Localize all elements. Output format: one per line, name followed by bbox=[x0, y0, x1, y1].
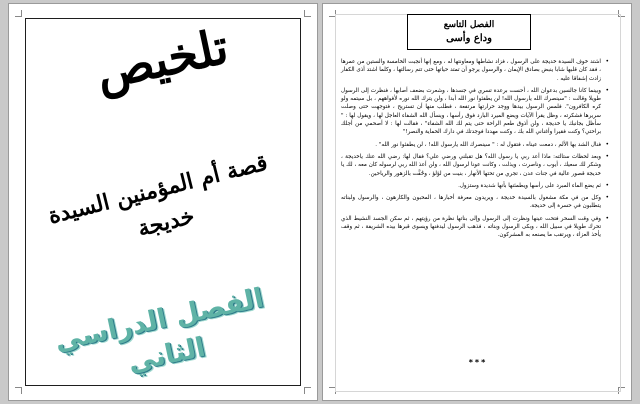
bullet-icon: • bbox=[605, 140, 609, 148]
corner-mark bbox=[304, 387, 311, 394]
paragraph: • وفي وقت السحر فتحت عينها ونظرت إلى الرسول وإلى بناتها نظرة من رؤيتهم ، ثم سكن الجسد النشيط الذي تحرك طويلا في سبيل الله ، وبكى الرسول وبناته ، فذهب الرسول ليدفنها ويسوى قبرها بيده الشريفة ، ثم وقف يأخذ العزاء ، ويرتقب ما يصنعه به المشركون. bbox=[341, 214, 609, 239]
cover-semester: الفصل الدراسي الثاني bbox=[51, 282, 267, 379]
end-marker: *** bbox=[468, 358, 488, 367]
chapter-title: وداع وأسى bbox=[446, 33, 492, 44]
paragraph: • وكل من في مكة مشغول بالسيدة خديجة ، ويريدون معرفة أخبارها ، المحبون والكارهون ، والرسول ولبناته يتطلبون في حسرة إلى خديجة. bbox=[341, 194, 609, 210]
paragraph: • فنال الشد بها الألم ، دمعت عيناه ، فتقول له : " سينصرك الله يارسول الله! ، لن يطفئوا نور الله" . bbox=[375, 140, 609, 148]
bullet-icon: • bbox=[605, 58, 609, 65]
paragraph: • وبعد لحظات ستالته: ماذا أعد ربي يا رسول الله؟ هل تقبلني ورضي علي؟ فقال لها: رضي الله عنك ياخديجة ، وشكر لك سعيك ، أيوب ، وناصرت ، ويذلت ، وكانت عونا لرسول الله ، ولن أعذ الله ربي لرسوله كان معه ، لك يا خديجة قصور عالية في جنات عدن ، تجري من تحتها الأنهار ، بنيت من لؤلؤ ، وحُفَّت بالزهور والرياحين. bbox=[341, 152, 609, 177]
paragraph: • ثم يضع الماء المبرد على رأسها ويطمئنها بأنها شديدة وستزول. bbox=[458, 181, 609, 189]
cover-page bbox=[8, 3, 318, 401]
bullet-icon: • bbox=[605, 86, 609, 94]
bullet-icon: • bbox=[605, 181, 609, 189]
paragraph: • وبينما كانا جالسين بدعوان الله ، أحست برعدة تسري في جسدها ، وشعرت بضعف أصابها ، فنظرت إلى الرسول طويلا وقالت : "سينصرك الله يارسول الله! لن يطفئوا نور الله أبدا ، ولن يترك الله نوره لأفواههم ، بل سيتمه ولو كره الكافرون". فلمس الرسول بيدها ووجد حرارتها مرتفعة ، فطلب منها أن تستريح ، فتوجهت حتى وصلت سريرها فشكرته ، وظل يقرأ الآيات ويضع الميرد البارد فوق رأسها ، ويسأل الله الشفاء العاجل لها ، ويقول لها : " سأظل بجانبك يا خديجة ، ولن أذوق طعم الراحة حتى يتم لك الله الشفاء" ، فقالت لها : لا أصحمي من أجلك براحتي؟ وكنت فقيرا وأغناني الله بك ، وكنت مهددا فوجدتك في دارك الحماية والنصر!" bbox=[341, 86, 609, 136]
cover-subtitle: قصة أم المؤمنين السيدة خديجة bbox=[45, 149, 271, 243]
chapter-number: الفصل التاسع bbox=[443, 20, 495, 30]
cover-title: تلخيص bbox=[90, 18, 234, 102]
corner-mark bbox=[15, 387, 22, 394]
corner-mark bbox=[304, 10, 311, 17]
content-page bbox=[322, 3, 632, 401]
corner-mark bbox=[15, 10, 22, 17]
chapter-body bbox=[341, 58, 609, 244]
bullet-icon: • bbox=[605, 152, 609, 160]
chapter-heading-box bbox=[407, 14, 531, 50]
bullet-icon: • bbox=[605, 194, 609, 202]
bullet-icon: • bbox=[605, 214, 609, 222]
paragraph: • اشتد خوف السيدة خديجة على الرسول ، فزاد نشاطها ومعاونتها له ، ومع إنها أنجبت الخامسة والستين من عمرها ، فقد كان قلبها شابا ينبض بصادق الإيمان ، والرسول يرجو أن تمتد حياتها حتى تتم رسالتها ، وكلما اشتد أذى الكفار زادت إشفاقا عليه . bbox=[341, 58, 609, 82]
